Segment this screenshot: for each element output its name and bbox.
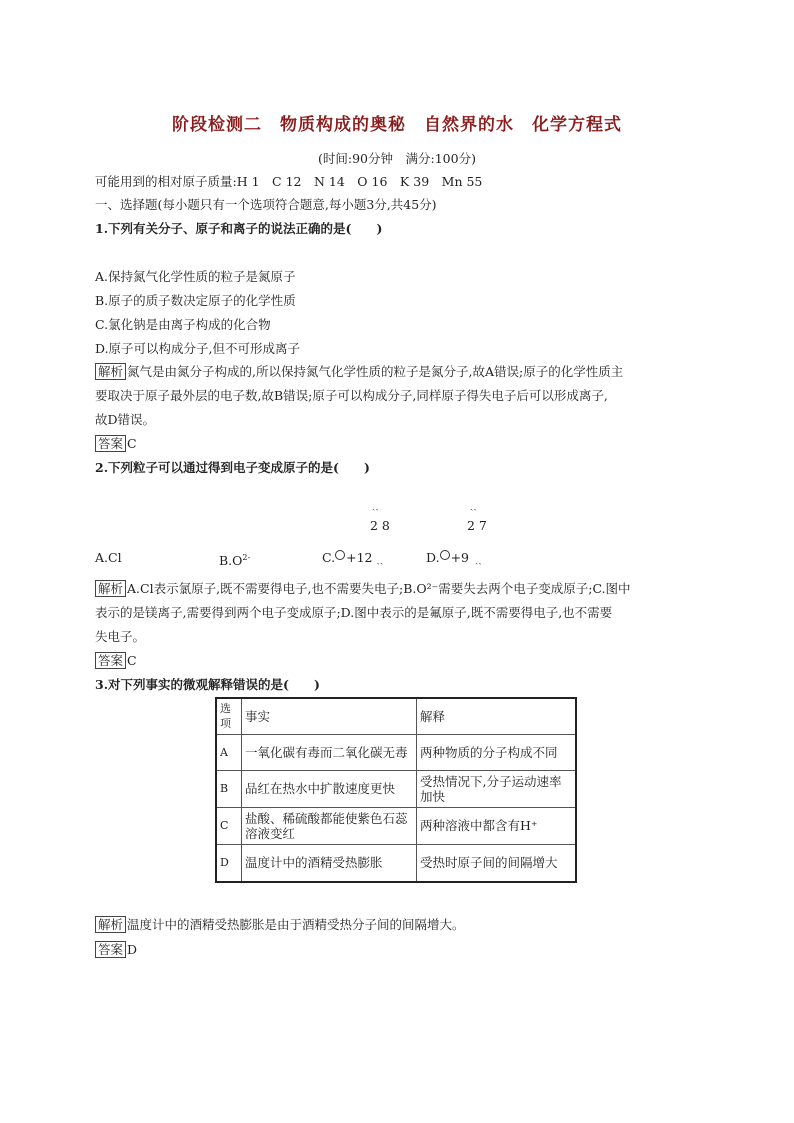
answer-label: 答案 bbox=[95, 652, 126, 669]
q2-answer-value: C bbox=[127, 653, 137, 668]
q2-analysis-line3: 失电子。 bbox=[95, 629, 146, 644]
table-cell: B bbox=[216, 770, 242, 807]
table-cell: 两种物质的分子构成不同 bbox=[417, 734, 577, 770]
q1-answer-value: C bbox=[127, 436, 137, 451]
q3-answer bbox=[95, 941, 137, 959]
q2-option-c-letter: C. bbox=[322, 550, 336, 565]
q2-option-b-text: B.O bbox=[219, 553, 243, 569]
table-cell: 盐酸、稀硫酸都能使紫色石蕊溶液变红 bbox=[242, 807, 417, 844]
q1-option-d: D.原子可以构成分子,但不可形成离子 bbox=[95, 341, 301, 356]
q2-stem: 2.下列粒子可以通过得到电子变成原子的是( ) bbox=[95, 460, 370, 475]
q3-table bbox=[215, 697, 577, 883]
q2-option-d bbox=[426, 549, 482, 569]
table-cell: 品红在热水中扩散速度更快 bbox=[242, 770, 417, 807]
q3-analysis-text: 温度计中的酒精受热膨胀是由于酒精受热分子间的间隔增大。 bbox=[127, 917, 465, 932]
q2-analysis-line2: 表示的是镁离子,需要得到两个电子变成原子;D.图中表示的是氟原子,既不需要得电子,也不需要 bbox=[95, 605, 613, 620]
q2-analysis bbox=[95, 580, 631, 598]
q2-option-b bbox=[219, 549, 250, 570]
table-header-cell: 事实 bbox=[242, 698, 417, 734]
answer-label: 答案 bbox=[95, 435, 126, 452]
q3-stem: 3.对下列事实的微观解释错误的是( ) bbox=[95, 677, 320, 692]
table-header-row bbox=[216, 698, 576, 734]
table-cell: 温度计中的酒精受热膨胀 bbox=[242, 844, 417, 882]
q2-analysis-line1: A.Cl表示氯原子,既不需要得电子,也不需要失电子;B.O²⁻需要失去两个电子变成原子;C.图中 bbox=[127, 581, 631, 596]
q1-option-b: B.原子的质子数决定原子的化学性质 bbox=[95, 293, 296, 308]
q3-answer-value: D bbox=[127, 942, 138, 957]
q2-c-shell-arcs-bottom: ˏˏ bbox=[376, 554, 384, 565]
analysis-label: 解析 bbox=[95, 580, 126, 597]
table-header-cell: 解释 bbox=[417, 698, 577, 734]
table-row bbox=[216, 734, 576, 770]
q2-c-shell-arcs-top: ˎˎ bbox=[372, 500, 379, 511]
q2-c-electrons: 2 8 bbox=[370, 518, 390, 533]
q1-stem: 1.下列有关分子、原子和离子的说法正确的是( ) bbox=[95, 221, 383, 236]
q1-analysis-line3: 故D错误。 bbox=[95, 412, 156, 427]
q2-d-shell-arcs-top: ˎˎ bbox=[470, 500, 477, 511]
table-header-cell: 选项 bbox=[216, 698, 242, 734]
q2-option-b-charge: 2- bbox=[242, 553, 251, 562]
analysis-label: 解析 bbox=[95, 916, 126, 933]
exam-meta: (时间:90分钟 满分:100分) bbox=[318, 151, 476, 166]
table-row bbox=[216, 807, 576, 844]
q2-option-d-letter: D. bbox=[426, 550, 440, 565]
analysis-label: 解析 bbox=[95, 363, 126, 380]
q1-option-a: A.保持氮气化学性质的粒子是氮原子 bbox=[95, 269, 296, 284]
section-heading: 一、选择题(每小题只有一个选项符合题意,每小题3分,共45分) bbox=[95, 197, 437, 212]
page-title: 阶段检测二 物质构成的奥秘 自然界的水 化学方程式 bbox=[172, 115, 622, 135]
q2-option-c bbox=[322, 549, 383, 569]
q3-analysis bbox=[95, 916, 465, 934]
q1-option-c: C.氯化钠是由离子构成的化合物 bbox=[95, 317, 271, 332]
q2-option-c-nucleus: +12 bbox=[346, 550, 373, 565]
q2-d-shell-arcs-bottom: ˏˏ bbox=[475, 554, 482, 565]
table-cell: D bbox=[216, 844, 242, 882]
q1-analysis-line2: 要取决于原子最外层的电子数,故B错误;原子可以构成分子,同样原子得失电子后可以形成离子, bbox=[95, 388, 608, 403]
table-row bbox=[216, 844, 576, 882]
table-cell: 一氧化碳有毒而二氧化碳无毒 bbox=[242, 734, 417, 770]
nucleus-circle-icon bbox=[440, 550, 450, 560]
q1-answer bbox=[95, 435, 137, 453]
q2-option-d-nucleus: +9 bbox=[450, 550, 469, 565]
table-row bbox=[216, 770, 576, 807]
table-cell: C bbox=[216, 807, 242, 844]
answer-label: 答案 bbox=[95, 941, 126, 958]
q2-answer bbox=[95, 652, 137, 670]
q1-analysis-line1: 氮气是由氮分子构成的,所以保持氮气化学性质的粒子是氮分子,故A错误;原子的化学性质主 bbox=[127, 364, 624, 379]
table-cell: 两种溶液中都含有H⁺ bbox=[417, 807, 577, 844]
q2-option-a: A.Cl bbox=[95, 550, 122, 565]
q2-d-electrons: 2 7 bbox=[467, 518, 487, 533]
table-cell: 受热情况下,分子运动速率加快 bbox=[417, 770, 577, 807]
table-cell: 受热时原子间的间隔增大 bbox=[417, 844, 577, 882]
nucleus-circle-icon bbox=[335, 550, 345, 560]
table-cell: A bbox=[216, 734, 242, 770]
q1-analysis bbox=[95, 363, 623, 381]
atomic-masses: 可能用到的相对原子质量:H 1 C 12 N 14 O 16 K 39 Mn 55 bbox=[95, 174, 483, 189]
